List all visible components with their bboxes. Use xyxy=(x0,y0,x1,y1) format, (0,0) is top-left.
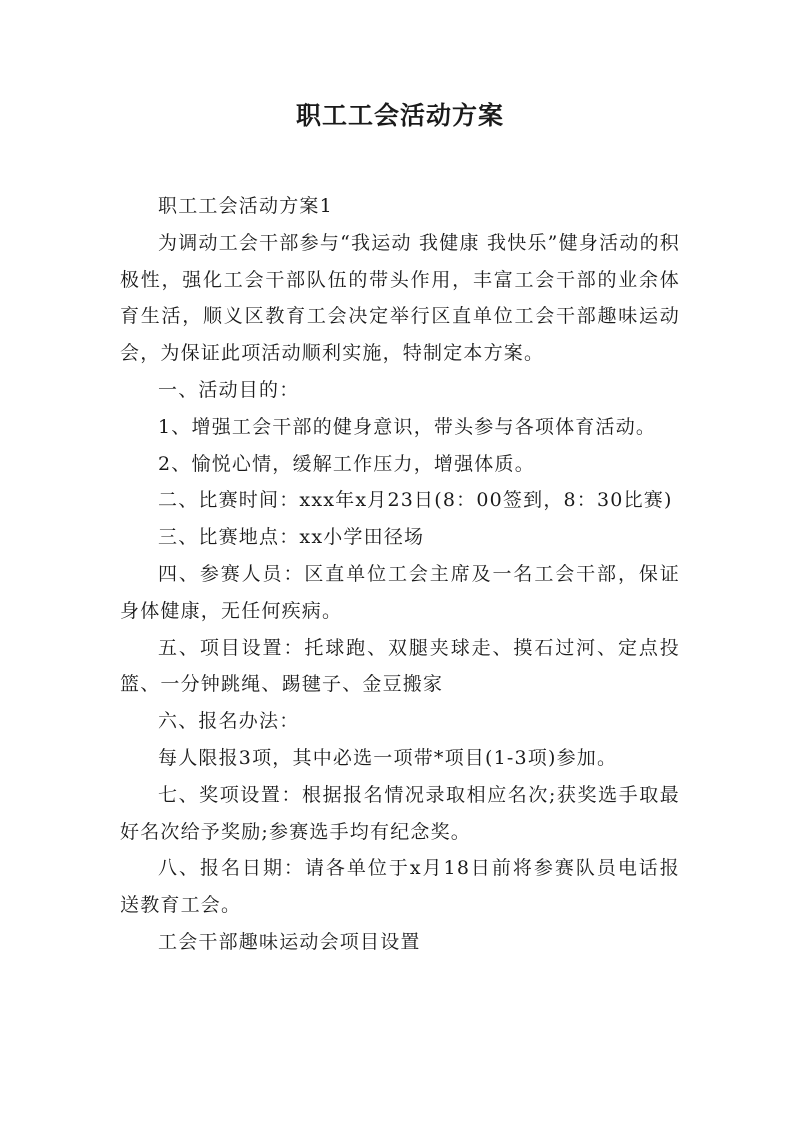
paragraph-section-5-events: 五、项目设置：托球跑、双腿夹球走、摸石过河、定点投篮、一分钟跳绳、踢毽子、金豆搬家 xyxy=(120,636,680,696)
paragraph-section-6-heading: 六、报名办法： xyxy=(158,710,300,733)
paragraph-section-3-venue: 三、比赛地点：xx小学田径场 xyxy=(158,526,425,549)
paragraph-section-4-participants: 四、参赛人员：区直单位工会主席及一名工会干部，保证身体健康，无任何疾病。 xyxy=(120,562,680,622)
paragraph-registration-rule: 每人限报3项，其中必选一项带*项目(1-3项)参加。 xyxy=(158,746,618,769)
paragraph-section-1-heading: 一、活动目的： xyxy=(158,378,300,401)
document-title: 职工工会活动方案 xyxy=(295,101,504,130)
paragraph-section-7-awards: 七、奖项设置：根据报名情况录取相应名次;获奖选手取最好名次给予奖励;参赛选手均有纪念奖。 xyxy=(120,783,680,843)
paragraph-subtitle: 职工工会活动方案1 xyxy=(158,195,333,217)
paragraph-section-8-deadline: 八、报名日期：请各单位于x月18日前将参赛队员电话报送教育工会。 xyxy=(120,857,680,917)
paragraph-objective-2: 2、愉悦心情，缓解工作压力，增强体质。 xyxy=(158,452,535,475)
paragraph-objective-1: 1、增强工会干部的健身意识，带头参与各项体育活动。 xyxy=(158,415,657,438)
paragraph-intro: 为调动工会干部参与“我运动 我健康 我快乐”健身活动的积极性，强化工会干部队伍的带头作用，丰富工会干部的业余体育生活，顺义区教育工会决定举行区直单位工会干部趣味运动会，为保证此项活动顺利实施，特制定本方案。 xyxy=(120,231,680,365)
paragraph-event-list-heading: 工会干部趣味运动会项目设置 xyxy=(158,930,421,953)
paragraph-section-2-time: 二、比赛时间：xxx年x月23日(8：00签到，8：30比赛) xyxy=(158,489,673,512)
